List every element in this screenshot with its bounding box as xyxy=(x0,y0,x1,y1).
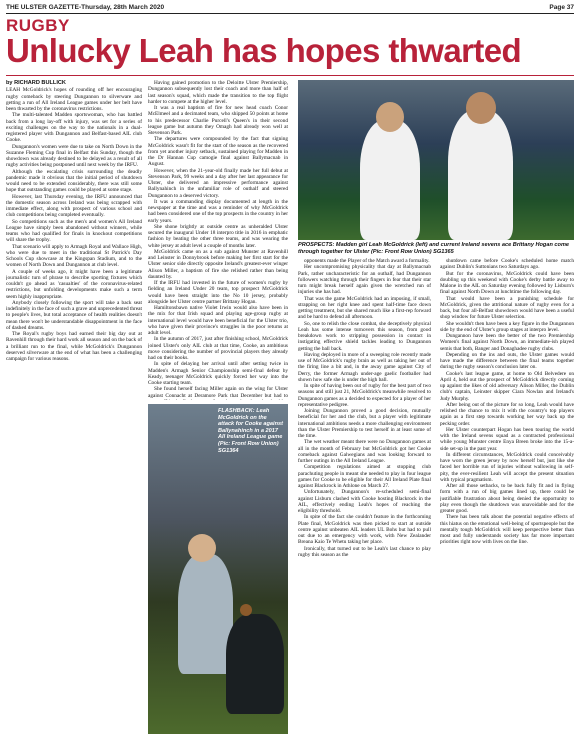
article-column-4 xyxy=(298,258,431,734)
article-paragraph: If the IRFU had invested in the future of women's rugby by fielding an Ireland Under 20 team, top prospect McGoldrick would have been straight into the No 10 jersey, probably alongside her Ulster centre partner Brittany Hogan. xyxy=(148,280,288,305)
article-paragraph: Dungannon's women were due to take on North Down in the Suzanne Fleming Cup final in Belfast this Sunday, though the showdown was already destined to be delayed as a result of all rugby activities being postponed until next week by the IRFU. xyxy=(6,143,142,169)
article-paragraph: Depending on the ins and outs, the Ulster games would have made the difference between the final teams together during the rugby season's conclusion later on. xyxy=(440,351,574,371)
article-paragraph: Joining Dungannon proved a good decision, mutually beneficial for her and the club, but a player with legitimate international ambitions needs a more challenging environment than the Ulster Premiership to test herself in at least some of the time. xyxy=(298,408,431,439)
left-player-figure xyxy=(360,120,420,240)
article-paragraph: In spite of delaying her arrival until after setting twice in Madden's Armagh Senior Championship semi-final defeat by Keady, teenager McGoldrick quickly forced her way into the Cooke starting team. xyxy=(148,361,288,386)
page-number: Page 37 xyxy=(549,4,574,11)
article-paragraph: Dungannon have been the better of the two Premiership Women's final against North Down, an immediate-ish played semis that both, Banger and Donaghadee rugby clubs. xyxy=(440,333,574,352)
article-paragraph: She found herself facing Miller again on the wing for Ulster against Connacht at Deramore Park that December but had to xyxy=(148,386,288,399)
section-label: RUGBY xyxy=(6,16,70,35)
opponent-figure xyxy=(226,614,284,714)
article-paragraph: That was the game McGoldrick had an imposing, if small, strapping on her right knee and spent half-time face down getting treatment, but she shared much like a first-rep forward and be hard to defend all afternoon. xyxy=(298,295,431,321)
article-paragraph: Her uncompromising physicality that day at Ballymacnab Park, rather uncharacteristic for an outhalf, had Dungannon followers watching through their fingers in fear that their star turn might break herself again given the wretched run of injuries she has had. xyxy=(298,264,431,296)
article-paragraph: Cooke's last league game, at home to Old Belvedere on April 4, held out the prospect of McGoldrick directly coming up against the likes of old adversary Alison Miller, the Dublin club's captain, Leinster skipper Ciara Nowlan and Ireland's Judy Murphy. xyxy=(440,370,574,402)
headline: Unlucky Leah has hopes thwarted xyxy=(6,32,522,69)
right-player-figure xyxy=(448,110,513,240)
article-paragraph: However, last Thursday evening, the IRFU announced that the domestic season across Ireland was being scrapped with immediate effect, along with prospect of various school and club competitions being completed eventually. xyxy=(6,193,142,219)
player-figure xyxy=(178,554,233,674)
article-paragraph: Hamiltonsbawn native Violet Irwin would also have been in the mix for that Irish squad and playing age-group rugby at international level would have been beneficial for the Ulster trio, who have given their province's struggles in the poor returns at adult level. xyxy=(148,305,288,336)
article-paragraph: In the autumn of 2017, just after finishing school, McGoldrick joined Ulster's only AIL club at that time, Cooke, an ambitious move considering the number of provincial players they already had on their books. xyxy=(148,336,288,361)
article-paragraph: That would have been a punishing schedule for McGoldrick, given the attritional nature of rugby even for a back, but four all-Belfast showdown would have been a useful shop window for future Ulster selection. xyxy=(440,295,574,321)
rugby-ball xyxy=(240,604,252,616)
article-paragraph: The departures were compounded by the fact that signing McGoldrick wasn't fit for the start of the season as the recovered from yet another injury setback, sustained playing for Madden in the Dr Hannan Cup camogie final against Ballymacnab in August. xyxy=(148,136,288,168)
article-paragraph: In spite of the fact she couldn't feature in the forthcoming Plate final, McGoldrick was then picked to start at outside centre against unbeaten AIL leaders UL Bohs but had to pull out due to an emergency with work, with New Zealander Breana Kaio Te Whetu taking her place. xyxy=(298,514,431,546)
article-paragraph: She wouldn't then have been a key figure in the Dungannon side by the end of Ulster's group stages at interpro level. xyxy=(440,320,574,333)
article-paragraph: It was a real baptism of fire for new head coach Conor McElmeel and a decimated team, who shipped 50 points at home to his predecessor Charlie Purcell's Queen's in their second league game but autumn they Omagh had already won well at Stevenson Park. xyxy=(148,105,288,136)
flashback-photo xyxy=(148,404,288,734)
article-paragraph: Having gained promotion to the Deloitte Ulster Premiership, Dungannon subsequently lost their coach and more than half of last season's squad, which made the transition to the top flight harder to compete at the higher level. xyxy=(148,80,288,105)
article-paragraph: Competition regulations aimed at stopping club parachuting people in meant she needed to play in four league games for Cooke to be eligible for their All Ireland Plate final against Blackrock in Athlone on March 27. xyxy=(298,464,431,489)
article-paragraph: Unfortunately, Dungannon's re-scheduled semi-final against Lisburn clashed with Cooke hosting Blackrock in the AIL, effectively ending Leah's hopes of reaching the eligibility threshold. xyxy=(298,489,431,514)
article-column-5 xyxy=(440,258,574,734)
article-paragraph: shutdown came before Cooke's scheduled home match against Dublin's Suttonians two Saturdays ago. xyxy=(440,258,574,271)
article-paragraph: So competitions such as the men's and women's All Ireland League have simply been abandoned without winners, while teams who had qualified for finals in knockout competitions will share the trophy. xyxy=(6,218,142,244)
article-paragraph: In different circumstances, McGoldrick could conceivably have worn the green jersey by now herself but, just like she faced her horrible run of injuries without wallowing in self-pity, the ever-resilient Leah will accept the present situation with typical pragmatism. xyxy=(440,451,574,483)
prospects-photo xyxy=(298,80,574,240)
article-paragraph: That scenario will apply to Armagh Royal and Wallace High, who were due to meet in the traditional St Patrick's Day Schools Cup showcase at the Kingspan Stadium, and to the women of North Down and Dungannon at club level. xyxy=(6,243,142,269)
player-head xyxy=(188,534,216,562)
right-player-head xyxy=(466,92,496,124)
article-paragraph: The multi-talented Madden sportswoman, who has battled back from a long lay-off with injury, was set for a series of exciting challenges on the way to the nationals in a dual-registered player with Dungannon and Belfast-based AIL club Cooke. xyxy=(6,112,142,144)
header-rule xyxy=(6,13,574,14)
article-paragraph: So, one to relish the close combat, she deceptively physical Leah has some intense turnovers this season, from good breakdown work to stripping possession in contact in instigating effective shield tackles leading to Dungannon getting the ball back. xyxy=(298,320,431,352)
article-paragraph: But for the coronavirus, McGoldrick could have been doubling up this weekend with Cooke's derby battle away to Malone in the AIL on Saturday evening followed by Lisburn's final against North Down at lunchtime the following day. xyxy=(440,270,574,296)
article-paragraph: There has been talk about the potential negative effects of this hiatus on the emotional well-being of sportspeople but the mentally tough McGoldrick will keep perspective better than most and fully understands society has far more important priorities right now with lives on the line. xyxy=(440,514,574,546)
article-paragraph: Although the escalating crisis surrounding the deadly pandemic made it obvious that the initial period of shutdown would need to be extended considerably, there was still some hope that outstanding games could be played at some stage. xyxy=(6,168,142,194)
article-paragraph: She shone brightly at outside centre as unheralded Ulster secured the inaugural Under 18 interpro title in 2016 in emphatic fashion by beating the other three teams, and was wearing the white jersey at adult level a couple of months later. xyxy=(148,223,288,249)
article-paragraph: In spite of having been out of rugby for the best part of two seasons and still just 21, McGoldrick's meanwhile resolved to Dungannon games as a decided to expected for a player of her representative pedigree. xyxy=(298,383,431,408)
headline-rule xyxy=(6,75,574,76)
article-paragraph: Having deployed in more of a sweeping role recently made use of McGoldrick's rugby brain as well as taking her out of the firing line a bit and, in the away game against City of Derry, the former Armagh under-age gaelic footballer had shown how safe she is under the high ball. xyxy=(298,351,431,383)
article-paragraph: Anybody closely following the sport will take a back seat indefinitely in the face of such a grave and unprecedented threat to people's lives, but total acceptance of health realities doesn't mean there won't be understandable disappointment in the face of dashed dreams. xyxy=(6,299,142,331)
byline: by RICHARD BULLICK xyxy=(6,80,66,86)
header-date: THE ULSTER GAZETTE-Thursday, 28th March 2020 xyxy=(6,4,165,11)
left-player-head xyxy=(376,102,404,132)
article-paragraph: opponents made the Player of the Match award a formality. xyxy=(304,258,430,264)
article-paragraph: A couple of weeks ago, it might have been a legitimate journalistic turn of phrase to describe sporting fixtures which couldn't go ahead as 'casualties' of the coronavirus-related restrictions, but unfolding developments make such a term seem highly inappropriate. xyxy=(6,268,142,300)
article-column-1 xyxy=(6,80,142,734)
prospects-caption: PROSPECTS: Madden girl Leah McGoldrick (left) and current Ireland sevens ace Brittany Hogan come through together for Ulster (Pic: Front Row Union) SG1365 xyxy=(298,242,570,255)
article-paragraph: McGoldrick came on as a sub against Munster at Ravenhill and Leinster in Donnybrook before making her first start for the Ulster senior side directly opposite Ireland's greatest-ever winger Alison Miller, a baptism of fire she relished rather than being daunted by. xyxy=(148,248,288,280)
article-paragraph: Ironically, that turned out to be Leah's last chance to play rugby this season as the xyxy=(298,545,431,558)
article-paragraph: LEAH McGoldrick's hopes of rounding off her encouraging rugby comeback by steering Dungannon to silverware and getting a run of All Ireland League games under her belt have been thwarted by the coronavirus restrictions. xyxy=(6,87,142,112)
article-paragraph: However, when the 21-year-old finally made her full debut at Stevenson Park, 99 weeks and a day after her last appearance for Ulster, she delivered an impressive performance against Ballynahinch in the unfamiliar role of outhalf and steered Dungannon to a deserved victory. xyxy=(148,167,288,199)
article-paragraph: Her Ulster counterpart Hogan has been touring the world with the Ireland sevens squad as a contracted professional while young Munster centre Enya Breen broke into the 15-a-side set-up in the past year. xyxy=(440,426,574,452)
article-paragraph: After all those setbacks, to be back fully fit and in flying form with a run of big games lined up, there could be justifiable frustration about being denied the opportunity to play even though the shutdown was unavoidable and for the greater good. xyxy=(440,483,574,514)
article-paragraph: The Royal's rugby boys had earned their big day out at Ravenhill through their hard work all season and on the back of a brilliant run to the final, while McGoldrick's Dungannon deserved silverware at the end of what has been a challenging campaign for various reasons. xyxy=(6,331,142,362)
article-paragraph: After being out of the picture for so long, Leah would have relished the chance to mix it with the country's top players again as a first step towards working her way back up the pecking order. xyxy=(440,401,574,427)
article-paragraph: The wet weather meant there were no Dungannon games at all in the month of February but McGoldrick got her Cooke comeback against Galwegians and was looking forward to further outings in the All Ireland League. xyxy=(298,439,431,464)
article-paragraph: It was a commanding display documented at length in the newspaper at the time and was a reminder of why McGoldrick had been considered one of the top prospects in the country in her early years. xyxy=(148,198,288,224)
article-column-2 xyxy=(148,80,288,400)
flashback-caption: FLASHBACK: Leah McGoldrick on the attack for Cooke against Ballynahinch in a 2017 All Ireland League game (Pic: Front Row Union) SG1364 xyxy=(218,408,283,454)
